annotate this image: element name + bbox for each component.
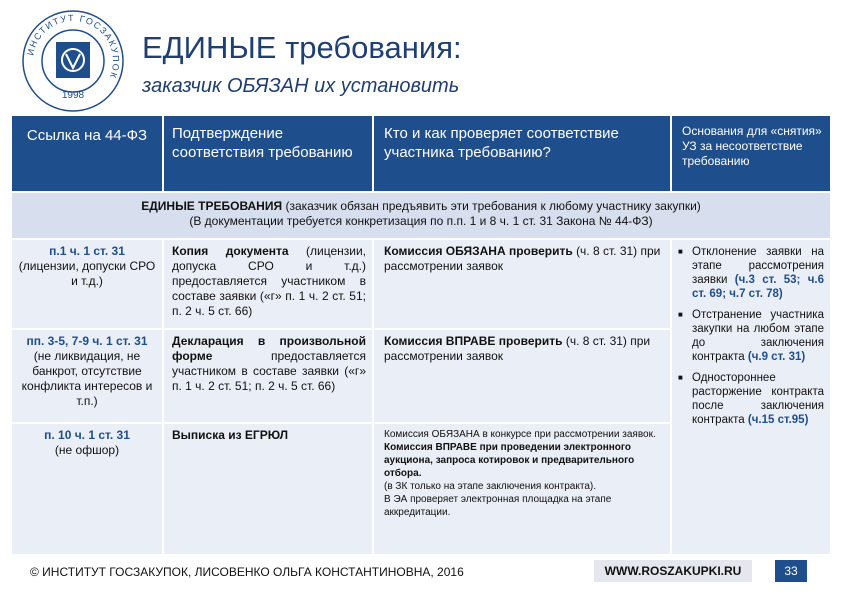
list-item: ■ Отстранение участника закупки на любом этапе до заключения контракта (ч.9 ст. 31) [678, 309, 824, 363]
table-row-2-confirmation: Декларация в произвольной форме предоставляется участником в составе заявки («г» п. 1 ч. 2 ст. 51; п. 2 ч. 5 ст. 66) [164, 330, 372, 422]
logo-year: 1998 [61, 90, 85, 101]
unified-requirements-row [12, 193, 830, 238]
slide-title: ЕДИНЫЕ требования: [142, 30, 462, 65]
table-row-3-verification: Комиссия ОБЯЗАНА в конкурсе при рассмотрении заявок. Комиссия ВПРАВЕ при проведении электронного аукциона, запроса котировок и предварительного отбора. (в ЗК только на этапе заключения контракта). В ЭА проверяет электронная площадка на этапе аккредитации. [374, 424, 670, 554]
table-row-3-confirmation: Выписка из ЕГРЮЛ [164, 424, 372, 554]
square-bullet-icon: ■ [678, 247, 683, 256]
footer-copyright: © ИНСТИТУТ ГОСЗАКУПОК, ЛИСОВЕНКО ОЛЬГА КОНСТАНТИНОВНА, 2016 [30, 565, 464, 579]
grounds-column [672, 240, 830, 554]
header-confirmation: Подтверждение соответствия требованию [164, 116, 372, 191]
span-row-line1: (заказчик обязан предъявить эти требования к любому участнику закупки) [285, 199, 701, 213]
square-bullet-icon: ■ [678, 310, 683, 319]
table-row-1-reference: п.1 ч. 1 ст. 31 (лицензии, допуски СРО и т.д.) [12, 240, 162, 328]
header-law-reference: Ссылка на 44-ФЗ [12, 116, 162, 191]
span-row-bold: ЕДИНЫЕ ТРЕБОВАНИЯ [141, 199, 283, 213]
page-number: 33 [775, 560, 807, 582]
span-row-line2: (В документации требуется конкретизация по п.п. 1 и 8 ч. 1 ст. 31 Закона № 44-ФЗ) [189, 214, 653, 228]
table-row-3-reference: п. 10 ч. 1 ст. 31 (не офшор) [12, 424, 162, 554]
table-row-2-verification: Комиссия ВПРАВЕ проверить (ч. 8 ст. 31) при рассмотрении заявок [374, 330, 670, 422]
website-link[interactable]: WWW.ROSZAKUPKI.RU [594, 560, 752, 582]
header-verification: Кто и как проверяет соответствие участника требованию? [374, 116, 670, 191]
table-row-1-confirmation: Копия документа (лицензии, допуска СРО и т.д.) предоставляется участником в составе заявки («г» п. 1 ч. 2 ст. 51; п. 2 ч. 5 ст. 66) [164, 240, 372, 328]
institute-logo [20, 8, 126, 114]
square-bullet-icon: ■ [678, 373, 683, 382]
slide-subtitle: заказчик ОБЯЗАН их установить [142, 75, 460, 97]
list-item: ■ Одностороннее расторжение контракта после заключения контракта (ч.15 ст.95) [678, 372, 824, 426]
header-grounds: Основания для «снятия» УЗ за несоответствие требованию [672, 116, 830, 191]
logo-ring-text: ИНСТИТУТ ГОСЗАКУПОК [25, 12, 122, 81]
table-row-2-reference: пп. 3-5, 7-9 ч. 1 ст. 31 (не ликвидация, не банкрот, отсутствие конфликта интересов и т.п.) [12, 330, 162, 422]
table-row-1-verification: Комиссия ОБЯЗАНА проверить (ч. 8 ст. 31) при рассмотрении заявок [374, 240, 670, 328]
list-item: ■ Отклонение заявки на этапе рассмотрения заявки (ч.3 ст. 53; ч.6 ст. 69; ч.7 ст. 78) [678, 246, 824, 300]
